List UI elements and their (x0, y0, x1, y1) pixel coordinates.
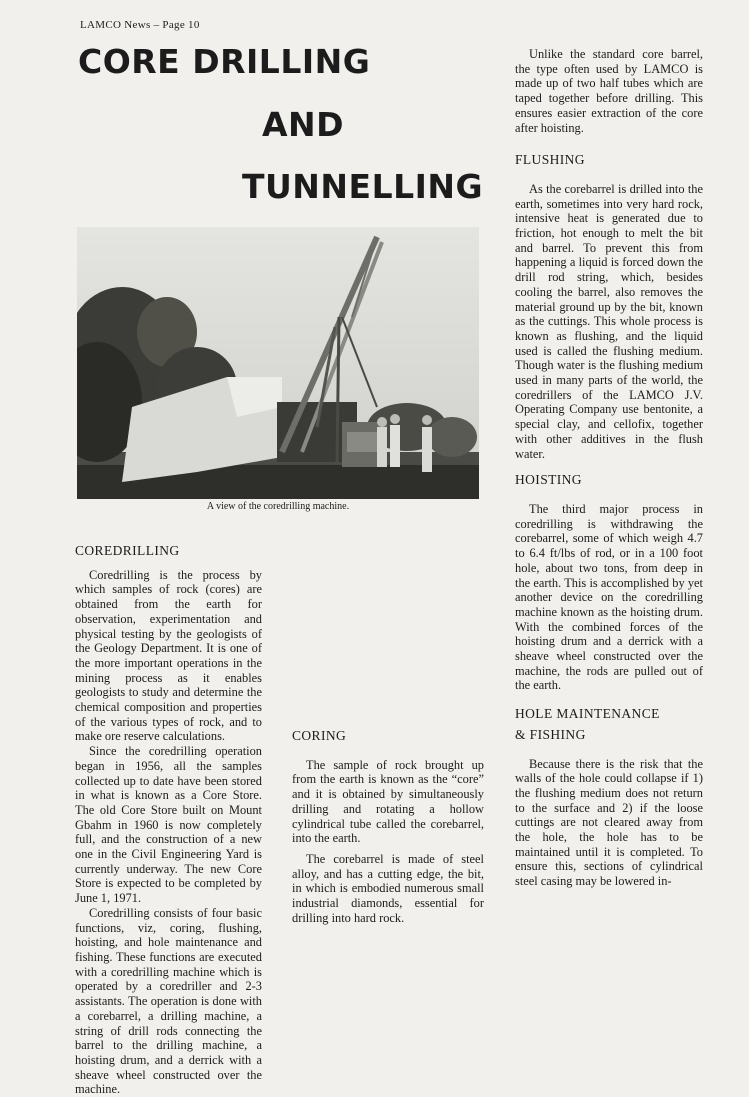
column-3 (515, 47, 703, 889)
section-heading-hoisting: HOISTING (515, 472, 582, 488)
hoisting-paragraph-1: The third major process in coredrilling is withdrawing the corebarrel, some of which weigh 4.7 to 6.4 ft/lbs of rod, or in a 100 foot hole, about two tons, from deep in the earth. This is accomplished by yet another device on the coredrilling machine known as the hoisting drum. With the combined forces of the hoisting drum and a derrick with a sheave wheel constructed over the machine, the rods are pulled out of the earth. (515, 501, 703, 693)
section-heading-coredrilling: COREDRILLING (75, 543, 180, 558)
section-heading-hole-maintenance: HOLE MAINTENANCE (515, 706, 660, 722)
coredrilling-paragraph-2: Since the coredrilling operation began in 1956, all the samples collected up to date have been stored in what is known as a Core Store. The old Core Store built on Mount Gbahm in 1960 is now completely full, and the construction of a new one in the Civil Engineering Yard is currently underway. The new Core Store is expected to be completed by June 1, 1971. (75, 744, 262, 906)
hole-maintenance-paragraph-1: Because there is the risk that the walls of the hole could collapse if 1) the flushing medium does not return to the surface and 2) if the loose cuttings are not cleared away from the hole, the hole has to be maintained until it is completed. To ensure this, sections of cylindrical steel casing may be lowered in- (515, 756, 703, 889)
coredrilling-paragraph-1: Coredrilling is the process by which samples of rock (cores) are obtained from the earth for observation, experimentation and physical testing by the geologists of the Geology Department. It is one of the more important operations in the mining process as it enables geologists to study and determine the chemical composition and properties of the various types of rock, and to make ore reserve calculations. (75, 567, 262, 744)
section-heading-flushing: FLUSHING (515, 152, 585, 168)
column-2 (292, 546, 484, 925)
coring-paragraph-3: Unlike the standard core barrel, the type often used by LAMCO is made up of two half tubes which are taped together before drilling. This ensures easier extraction of the core after hoisting. (515, 47, 703, 135)
page-header: LAMCO News – Page 10 (80, 19, 200, 31)
title-line-2: AND (262, 105, 345, 144)
title-line-3: TUNNELLING (242, 167, 484, 206)
coring-paragraph-2: The corebarrel is made of steel alloy, and has a cutting edge, the bit, in which is embodied numerous small industrial diamonds, essential for drilling into hard rock. (292, 851, 484, 925)
section-heading-fishing: & FISHING (515, 726, 586, 742)
flushing-paragraph-1: As the corebarrel is drilled into the earth, sometimes into very hard rock, intensive heat is generated due to friction, hot enough to melt the bit and barrel. To prevent this from happening a liquid is forced down the drill rod string, which, besides cooling the barrel, also removes the material ground up by the bit, known as the cuttings. This whole process is known as flushing, and the liquid used is called the flushing medium. Though water is the flushing medium used in many parts of the world, the coredrillers of the LAMCO J.V. Operating Company use bentonite, a special clay, and cellofix, together with other additives in the flush water. (515, 181, 703, 461)
column-1 (75, 544, 262, 1097)
coring-paragraph-1: The sample of rock brought up from the earth is known as the “core” and it is obtained by simultaneously drilling and rotating a hollow cylindrical tube called the corebarrel, into the earth. (292, 757, 484, 846)
section-heading-coring: CORING (292, 728, 347, 743)
coredrilling-machine-photo (77, 227, 479, 499)
title-line-1: CORE DRILLING (78, 42, 371, 81)
photo-caption: A view of the coredrilling machine. (206, 501, 350, 512)
coredrilling-paragraph-3: Coredrilling consists of four basic functions, viz, coring, flushing, hoisting, and hole maintenance and fishing. These functions are executed with a coredrilling machine which is operated by a coredriller and 2-3 assistants. The operation is done with a corebarrel, a drilling machine, a string of drill rods connecting the barrel to the drilling machine, a hoisting drum, and a derrick with a sheave wheel constructed over the machine. (75, 905, 262, 1097)
